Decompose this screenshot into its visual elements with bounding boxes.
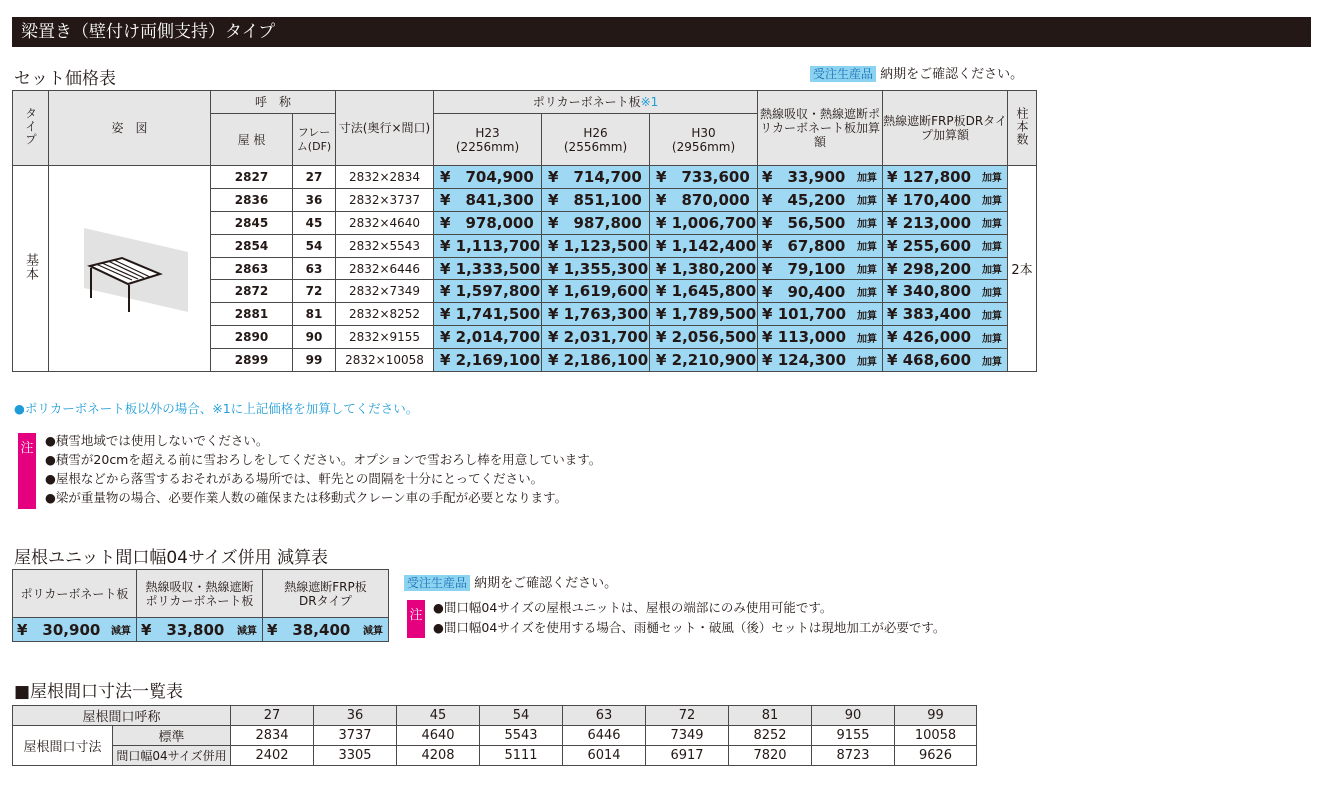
dimensions-table-title: ■屋根間口寸法一覧表	[14, 682, 184, 702]
dims-combined-value: 4208	[397, 746, 480, 766]
roof-code: 2827	[211, 166, 293, 189]
posts-cell: 2本	[1008, 166, 1037, 372]
reduction-value-heat1: ¥ 33,800 減算	[137, 618, 263, 642]
dims-code: 81	[729, 706, 812, 726]
dims-value: 2832×3737	[336, 188, 434, 211]
roof-code: 2872	[211, 280, 293, 303]
reduction-notes-label: 注	[407, 600, 425, 638]
dims-combined-value: 6014	[563, 746, 646, 766]
dims-row-group: 屋根間口寸法	[13, 726, 113, 766]
note-item: ●梁が重量物の場合、必要作業人数の確保または移動式クレーン車の手配が必要となります。	[45, 490, 568, 505]
dims-standard-value: 2834	[231, 726, 314, 746]
note-item: ●間口幅04サイズを使用する場合、雨樋セット・破風（後）セットは現地加工が必要です。	[433, 620, 946, 635]
price-h23: ¥ 841,300	[434, 188, 542, 211]
price-h26: ¥ 987,800	[542, 211, 650, 234]
header-h30: H30 (2956mm)	[650, 114, 758, 166]
add-heat1: ¥ 45,200 加算	[758, 188, 883, 211]
dims-code: 90	[812, 706, 895, 726]
price-h30: ¥ 1,380,200	[650, 257, 758, 280]
header-h23: H23 (2256mm)	[434, 114, 542, 166]
price-row	[13, 166, 1037, 189]
note-item: ●屋根などから落雪するおそれがある場所では、軒先との間隔を十分にとってください。	[45, 471, 544, 486]
add-heat1: ¥ 33,900 加算	[758, 166, 883, 189]
reduction-made-to-order	[404, 572, 617, 591]
dimensions-table	[12, 705, 977, 766]
frame-code: 99	[293, 349, 336, 372]
add-heat2: ¥ 340,800 加算	[883, 280, 1008, 303]
dims-code: 54	[480, 706, 563, 726]
add-heat1: ¥ 124,300 加算	[758, 349, 883, 372]
price-h23: ¥ 1,113,700	[434, 234, 542, 257]
price-h30: ¥ 1,789,500	[650, 303, 758, 326]
price-h26: ¥ 2,186,100	[542, 349, 650, 372]
price-h26: ¥ 851,100	[542, 188, 650, 211]
price-h30: ¥ 1,142,400	[650, 234, 758, 257]
header-type: タイプ	[13, 91, 49, 166]
dims-value: 2832×9155	[336, 326, 434, 349]
add-heat2: ¥ 426,000 加算	[883, 326, 1008, 349]
add-heat2: ¥ 468,600 加算	[883, 349, 1008, 372]
frame-code: 27	[293, 166, 336, 189]
header-h26: H26 (2556mm)	[542, 114, 650, 166]
price-h30: ¥ 2,210,900	[650, 349, 758, 372]
header-frame: フレーム(DF)	[293, 114, 336, 166]
price-h30: ¥ 2,056,500	[650, 326, 758, 349]
price-h23: ¥ 2,169,100	[434, 349, 542, 372]
price-table-title: セット価格表	[14, 69, 116, 89]
add-heat1: ¥ 67,800 加算	[758, 234, 883, 257]
price-h26: ¥ 2,031,700	[542, 326, 650, 349]
add-heat2: ¥ 170,400 加算	[883, 188, 1008, 211]
roof-code: 2836	[211, 188, 293, 211]
dims-code: 63	[563, 706, 646, 726]
add-heat1: ¥ 113,000 加算	[758, 326, 883, 349]
reduction-value-heat2: ¥ 38,400 減算	[263, 618, 389, 642]
dims-combined-value: 9626	[895, 746, 977, 766]
reduction-header-heat2: 熱線遮断FRP板 DRタイプ	[263, 570, 389, 618]
price-h30: ¥ 870,000	[650, 188, 758, 211]
dims-col-header: 屋根間口呼称	[13, 706, 231, 726]
price-h23: ¥ 978,000	[434, 211, 542, 234]
roof-code: 2863	[211, 257, 293, 280]
note-item: ●間口幅04サイズの屋根ユニットは、屋根の端部にのみ使用可能です。	[433, 600, 833, 615]
price-h23: ¥ 704,900	[434, 166, 542, 189]
dims-standard-value: 8252	[729, 726, 812, 746]
add-heat1: ¥ 90,400 加算	[758, 280, 883, 303]
section-title-bar	[12, 17, 1311, 47]
note-item: ●積雪が20cmを超える前に雪おろしをしてください。オプションで雪おろし棒を用意しています。	[45, 452, 602, 467]
frame-code: 45	[293, 211, 336, 234]
dims-standard-value: 10058	[895, 726, 977, 746]
dims-combined-value: 5111	[480, 746, 563, 766]
roof-code: 2854	[211, 234, 293, 257]
type-cell: 基本	[13, 166, 49, 372]
frame-code: 81	[293, 303, 336, 326]
dims-code: 99	[895, 706, 977, 726]
header-name: 呼 称	[211, 91, 336, 114]
dims-value: 2832×7349	[336, 280, 434, 303]
dims-standard-value: 9155	[812, 726, 895, 746]
add-heat2: ¥ 383,400 加算	[883, 303, 1008, 326]
header-heat1: 熱線吸収・熱線遮断ポリカーボネート板加算額	[758, 91, 883, 166]
dims-value: 2832×2834	[336, 166, 434, 189]
price-h30: ¥ 733,600	[650, 166, 758, 189]
price-h30: ¥ 1,645,800	[650, 280, 758, 303]
frame-code: 90	[293, 326, 336, 349]
dims-code: 72	[646, 706, 729, 726]
dims-value: 2832×10058	[336, 349, 434, 372]
dims-combined-value: 6917	[646, 746, 729, 766]
dims-combined-value: 7820	[729, 746, 812, 766]
frame-code: 54	[293, 234, 336, 257]
frame-code: 72	[293, 280, 336, 303]
header-dims: 寸法(奥行×間口)	[336, 91, 434, 166]
dims-code: 27	[231, 706, 314, 726]
dims-value: 2832×5543	[336, 234, 434, 257]
roof-code: 2845	[211, 211, 293, 234]
add-heat1: ¥ 79,100 加算	[758, 257, 883, 280]
reduction-value-poly: ¥ 30,900 減算	[13, 618, 137, 642]
reduction-header-poly: ポリカーボネート板	[13, 570, 137, 618]
roof-code: 2899	[211, 349, 293, 372]
price-h23: ¥ 1,597,800	[434, 280, 542, 303]
notes-label: 注	[18, 433, 36, 509]
header-poly: ポリカーボネート板※1	[434, 91, 758, 114]
reduction-notes	[433, 598, 945, 638]
add-heat2: ¥ 213,000 加算	[883, 211, 1008, 234]
dims-combined-value: 3305	[314, 746, 397, 766]
price-h26: ¥ 1,619,600	[542, 280, 650, 303]
dims-standard-value: 6446	[563, 726, 646, 746]
made-to-order-badge: 受注生産品	[810, 66, 876, 82]
add-heat2: ¥ 127,800 加算	[883, 166, 1008, 189]
reduction-table	[12, 569, 389, 642]
made-to-order-badge: 受注生産品	[404, 575, 470, 591]
dims-standard-value: 4640	[397, 726, 480, 746]
header-posts: 柱本数	[1008, 91, 1037, 166]
roof-code: 2890	[211, 326, 293, 349]
price-h26: ¥ 1,123,500	[542, 234, 650, 257]
price-h23: ¥ 2,014,700	[434, 326, 542, 349]
add-heat2: ¥ 255,600 加算	[883, 234, 1008, 257]
dims-standard-value: 3737	[314, 726, 397, 746]
delivery-note: 納期をご確認ください。	[474, 576, 618, 591]
dims-combined-value: 8723	[812, 746, 895, 766]
roof-code: 2881	[211, 303, 293, 326]
delivery-note: 納期をご確認ください。	[880, 67, 1024, 82]
price-h26: ¥ 1,355,300	[542, 257, 650, 280]
price-footnote: ●ポリカーボネート板以外の場合、※1に上記価格を加算してください。	[14, 401, 419, 416]
price-h30: ¥ 1,006,700	[650, 211, 758, 234]
add-heat1: ¥ 101,700 加算	[758, 303, 883, 326]
dims-value: 2832×6446	[336, 257, 434, 280]
price-h23: ¥ 1,741,500	[434, 303, 542, 326]
dims-standard-value: 5543	[480, 726, 563, 746]
notes-list	[45, 431, 601, 507]
frame-code: 63	[293, 257, 336, 280]
dims-row2-label: 間口幅04サイズ併用	[113, 746, 231, 766]
reduction-table-title: 屋根ユニット間口幅04サイズ併用 減算表	[14, 548, 328, 568]
dims-standard-value: 7349	[646, 726, 729, 746]
dims-value: 2832×4640	[336, 211, 434, 234]
section-title: 梁置き（壁付け両側支持）タイプ	[21, 22, 276, 42]
add-heat1: ¥ 56,500 加算	[758, 211, 883, 234]
price-h23: ¥ 1,333,500	[434, 257, 542, 280]
dims-value: 2832×8252	[336, 303, 434, 326]
dims-row1-label: 標準	[113, 726, 231, 746]
frame-code: 36	[293, 188, 336, 211]
price-h26: ¥ 714,700	[542, 166, 650, 189]
carport-figure	[72, 222, 190, 314]
header-figure: 姿 図	[49, 91, 211, 166]
made-to-order-note	[810, 63, 1023, 82]
add-heat2: ¥ 298,200 加算	[883, 257, 1008, 280]
dims-code: 36	[314, 706, 397, 726]
dims-code: 45	[397, 706, 480, 726]
reduction-header-heat1: 熱線吸収・熱線遮断 ポリカーボネート板	[137, 570, 263, 618]
dims-combined-value: 2402	[231, 746, 314, 766]
header-roof: 屋 根	[211, 114, 293, 166]
price-h26: ¥ 1,763,300	[542, 303, 650, 326]
note-item: ●積雪地域では使用しないでください。	[45, 433, 269, 448]
header-heat2: 熱線遮断FRP板DRタイプ加算額	[883, 91, 1008, 166]
